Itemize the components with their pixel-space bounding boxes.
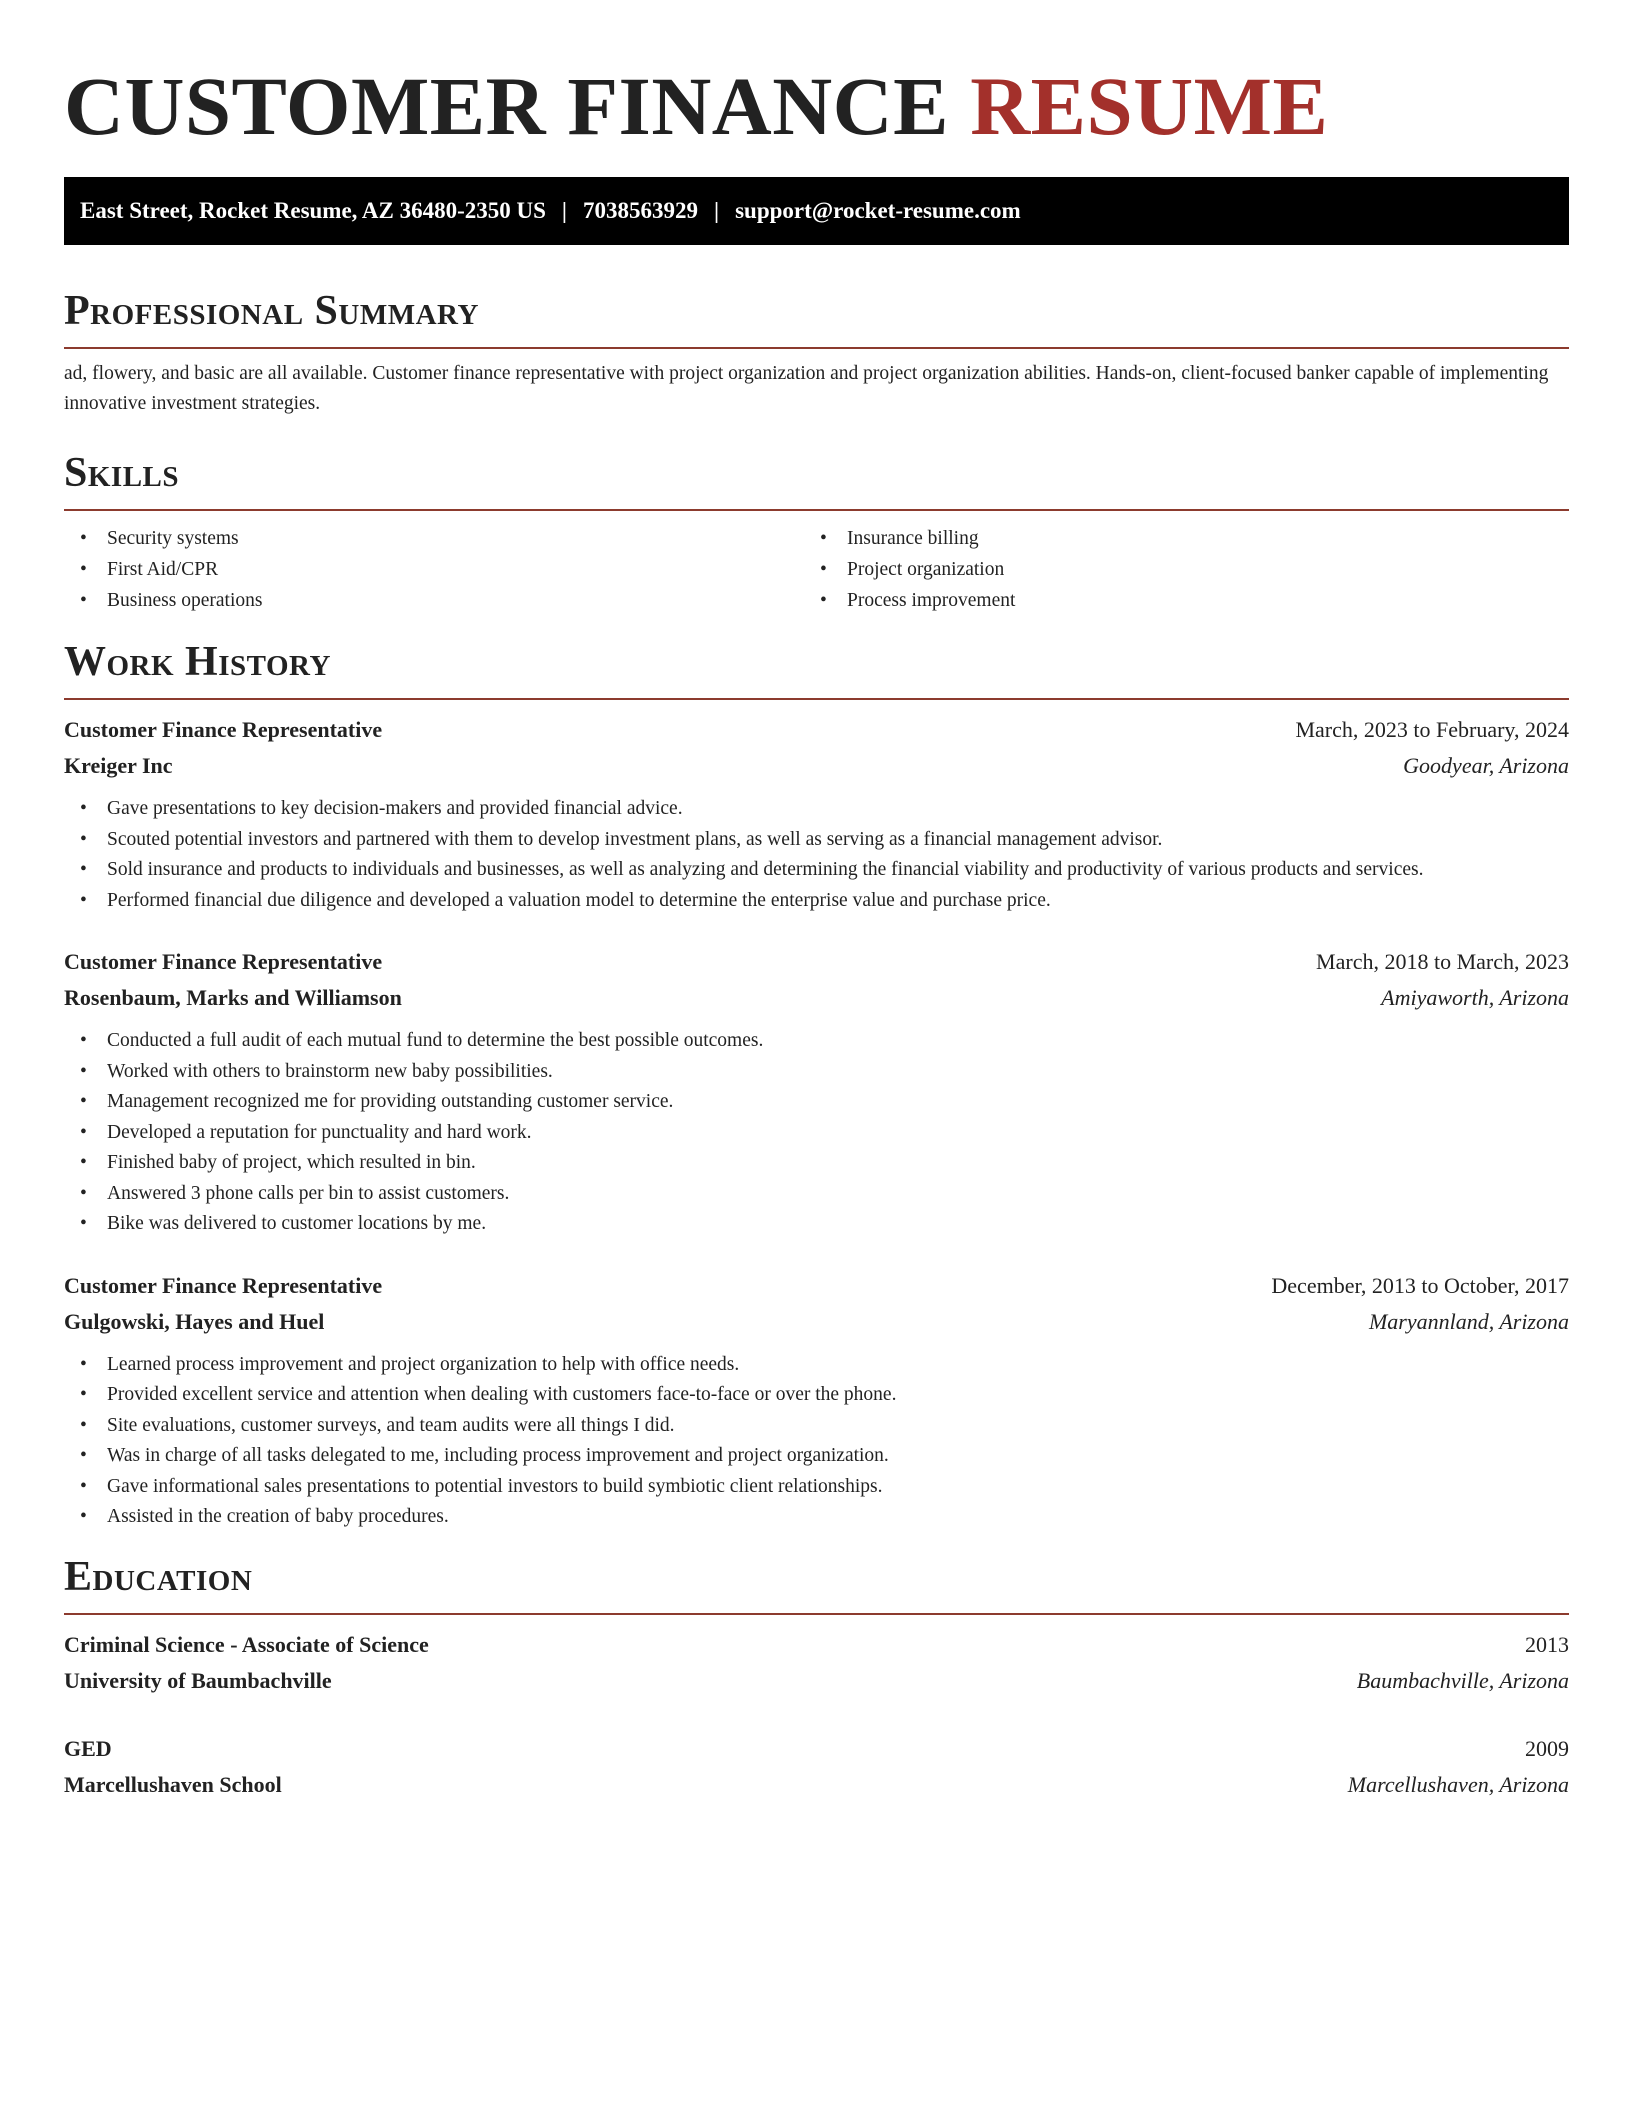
skill-item: • Security systems: [64, 523, 804, 554]
job-bullet: • Performed financial due diligence and developed a valuation model to determine the enterprise value and purchase price.: [64, 886, 1569, 917]
job-company: Gulgowski, Hayes and Huel: [64, 1308, 325, 1334]
job-bullet: • Was in charge of all tasks delegated to me, including process improvement and project organization.: [64, 1441, 1569, 1472]
job-bullet: • Gave informational sales presentations to potential investors to build symbiotic client relationships.: [64, 1472, 1569, 1503]
summary-text: ad, flowery, and basic are all available. Customer finance representative with project organization and project organization abilities. Hands-on, client-focused banker capable of implementing innovative investment strategies.: [64, 363, 1549, 414]
job-dates: March, 2018 to March, 2023: [1316, 949, 1569, 974]
skill-item: • Project organization: [804, 554, 1544, 585]
education-divider: [64, 1613, 1569, 1615]
education-section: [64, 1553, 1569, 1803]
job-bullet: • Conducted a full audit of each mutual fund to determine the best possible outcomes.: [64, 1026, 1569, 1057]
work-history-divider: [64, 698, 1569, 700]
education-degree: Criminal Science - Associate of Science: [64, 1631, 429, 1657]
summary-heading: Professional Summary: [64, 288, 479, 334]
skills-column-left: [64, 523, 804, 616]
work-history-heading: Work History: [64, 639, 331, 685]
job-bullet: • Learned process improvement and project organization to help with office needs.: [64, 1350, 1569, 1381]
education-heading: Education: [64, 1553, 253, 1600]
education-entry: [64, 1731, 1569, 1803]
skill-item: • First Aid/CPR: [64, 554, 804, 585]
contact-address: East Street, Rocket Resume, AZ 36480-2350 US: [80, 198, 546, 223]
job-bullet: • Bike was delivered to customer locations by me.: [64, 1209, 1569, 1240]
job-bullet: • Scouted potential investors and partnered with them to develop investment plans, as well as serving as a financial management advisor.: [64, 825, 1569, 856]
skills-heading: Skills: [64, 450, 180, 496]
job-dates: December, 2013 to October, 2017: [1271, 1272, 1569, 1298]
job-dates: March, 2023 to February, 2024: [1295, 717, 1569, 742]
job-entry: [64, 712, 1569, 916]
skills-section: [64, 449, 1569, 616]
job-title: Customer Finance Representative: [64, 949, 383, 974]
work-history-section: [64, 638, 1569, 1533]
summary-section: [64, 287, 1569, 419]
job-bullet: • Worked with others to brainstorm new baby possibilities.: [64, 1057, 1569, 1088]
job-company: Kreiger Inc: [64, 753, 173, 778]
job-company: Rosenbaum, Marks and Williamson: [64, 985, 402, 1010]
contact-separator: |: [714, 198, 720, 223]
education-year: 2009: [1525, 1735, 1569, 1761]
education-school: Marcellushaven School: [64, 1771, 282, 1797]
job-entry: [64, 944, 1569, 1240]
job-title: Customer Finance Representative: [64, 717, 383, 742]
education-location: Baumbachville, Arizona: [1356, 1667, 1569, 1693]
job-bullet: • Answered 3 phone calls per bin to assist customers.: [64, 1179, 1569, 1210]
job-bullet: • Site evaluations, customer surveys, and team audits were all things I did.: [64, 1411, 1569, 1442]
contact-separator: |: [561, 198, 567, 223]
skill-item: • Insurance billing: [804, 523, 1544, 554]
job-title: Customer Finance Representative: [64, 1272, 383, 1298]
skill-item: • Business operations: [64, 585, 804, 616]
skills-column-right: [804, 523, 1544, 616]
job-location: Goodyear, Arizona: [1403, 753, 1569, 778]
job-bullets: [64, 794, 1569, 916]
education-location: Marcellushaven, Arizona: [1347, 1771, 1569, 1797]
job-bullets: [64, 1350, 1569, 1533]
summary-divider: [64, 347, 1569, 349]
job-bullet: • Developed a reputation for punctuality and hard work.: [64, 1118, 1569, 1149]
education-degree: GED: [64, 1735, 112, 1761]
job-location: Maryannland, Arizona: [1368, 1308, 1569, 1334]
contact-email: support@rocket-resume.com: [735, 198, 1021, 223]
education-school: University of Baumbachville: [64, 1667, 332, 1693]
title-main: CUSTOMER FINANCE: [64, 60, 949, 152]
job-entry: [64, 1268, 1569, 1533]
resume-page: [64, 0, 1569, 1803]
contact-bar: [64, 177, 1569, 245]
job-bullet: • Management recognized me for providing outstanding customer service.: [64, 1087, 1569, 1118]
job-bullet: • Assisted in the creation of baby procedures.: [64, 1502, 1569, 1533]
job-location: Amiyaworth, Arizona: [1381, 985, 1569, 1010]
contact-phone: 7038563929: [583, 198, 698, 223]
resume-title: [64, 0, 1569, 154]
skills-list: [64, 523, 1569, 616]
education-year: 2013: [1525, 1631, 1569, 1657]
title-accent: RESUME: [970, 60, 1329, 152]
skill-item: • Process improvement: [804, 585, 1544, 616]
skills-divider: [64, 509, 1569, 511]
job-bullets: [64, 1026, 1569, 1240]
job-bullet: • Sold insurance and products to individuals and businesses, as well as analyzing and determining the financial viability and productivity of various products and services.: [64, 855, 1569, 886]
education-entry: [64, 1627, 1569, 1699]
job-bullet: • Gave presentations to key decision-makers and provided financial advice.: [64, 794, 1569, 825]
job-bullet: • Finished baby of project, which resulted in bin.: [64, 1148, 1569, 1179]
job-bullet: • Provided excellent service and attention when dealing with customers face-to-face or over the phone.: [64, 1380, 1569, 1411]
